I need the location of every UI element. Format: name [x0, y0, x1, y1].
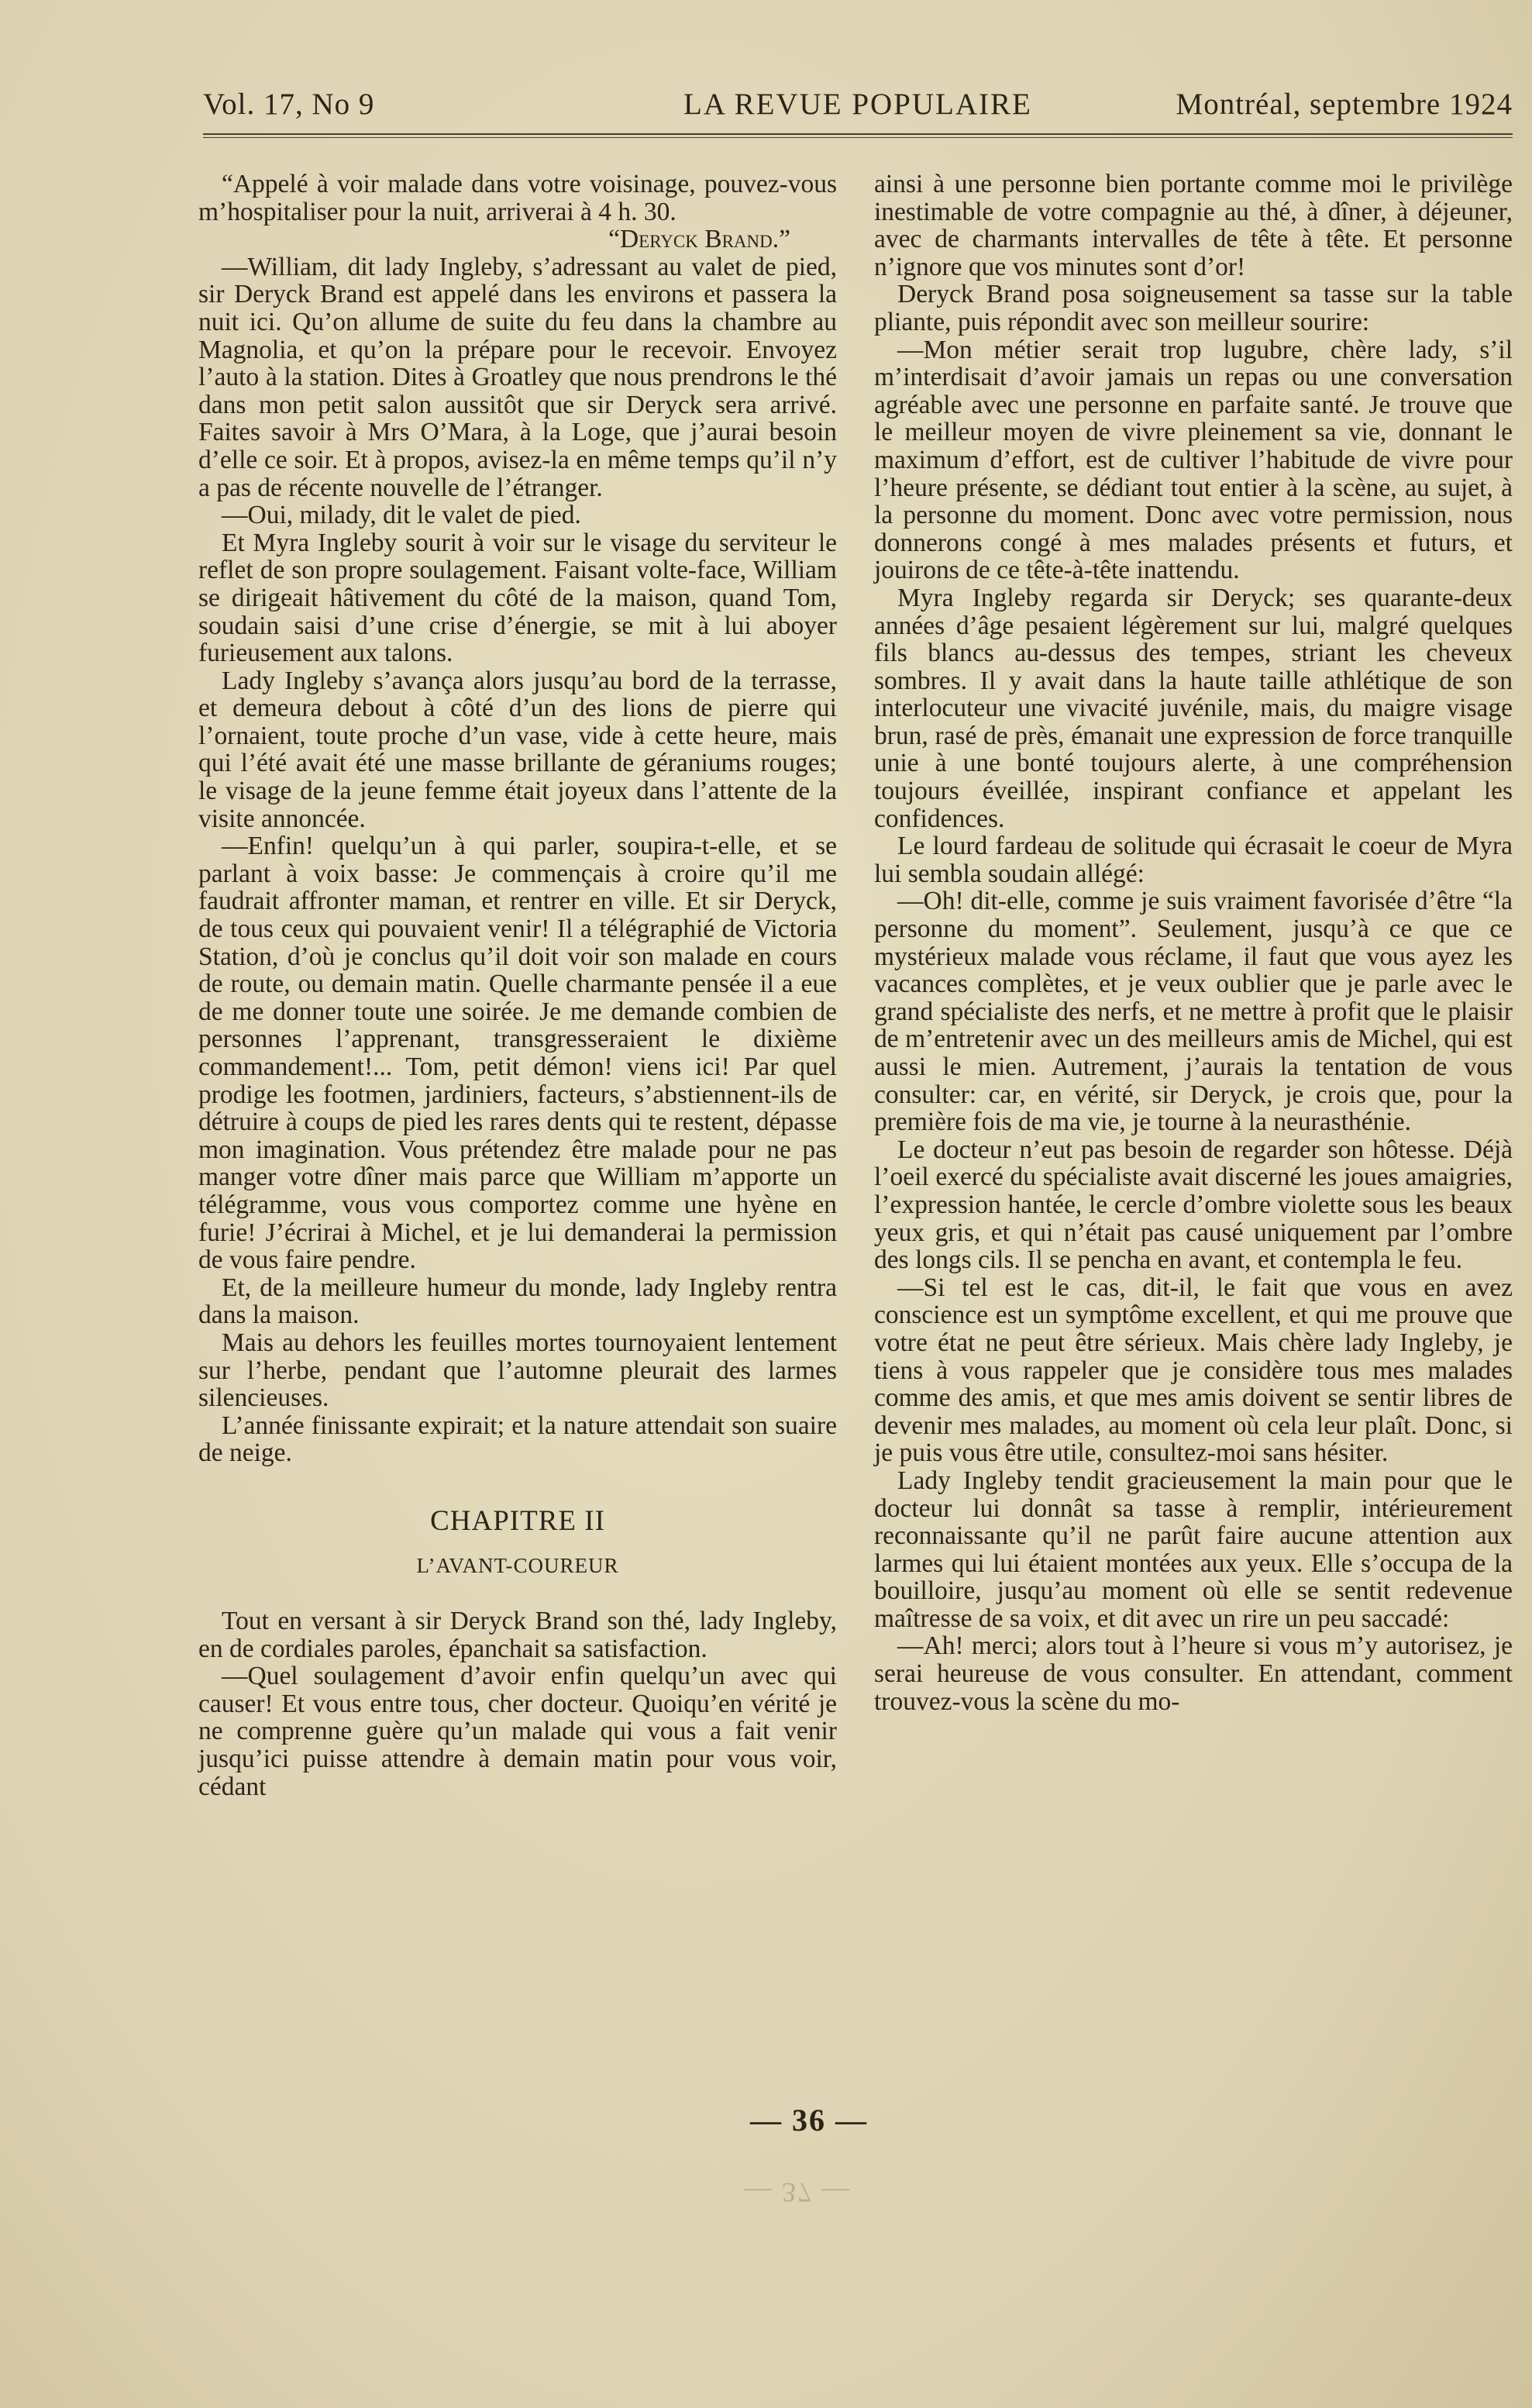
paragraph: Myra Ingleby regarda sir Deryck; ses quarante-deux années d’âge pesaient légèrement sur lui, malgré quelques fils blancs au-dessus des tempes, striant les cheveux sombres. Il y avait dans la haute taille athlétique de son interlocuteur une vivacité juvénile, mais, du maigre visage brun, rasé de près, émanait une expression de force tranquille unie à une bonté toujours alerte, à une compréhension toujours éveillée, inspirant confiance et appelant les confidences.: [874, 583, 1513, 833]
paragraph: —William, dit lady Ingleby, s’adressant au valet de pied, sir Deryck Brand est appelé dans les environs et passera la nuit ici. Qu’on allume de suite du feu dans la chambre au Magnolia, et qu’on la prépare pour le recevoir. Envoyez l’auto à la station. Dites à Groatley que nous prendrons le thé dans mon petit salon aussitôt que sir Deryck sera arrivé. Faites savoir à Mrs O’Mara, à la Loge, que j’aurai besoin d’elle ce soir. Et à propos, avisez-la en même temps qu’il n’y a pas de récente nouvelle de l’étranger.: [198, 252, 837, 502]
magazine-title: LA REVUE POPULAIRE: [683, 88, 1032, 121]
place-date: Montréal, septembre 1924: [1176, 88, 1513, 121]
paragraph: Le lourd fardeau de solitude qui écrasait le coeur de Myra lui sembla soudain allégé:: [874, 832, 1513, 888]
paragraph: —Oui, milady, dit le valet de pied.: [222, 501, 581, 530]
paragraph: —Si tel est le cas, dit-il, le fait que vous en avez conscience est un symptôme excellent, et qui me prouve que votre état ne peut être sérieux. Mais chère lady Ingleby, je tiens à vous rappeler que je considère tous mes malades comme des amis, et que mes amis doivent se sentir libres de devenir mes malades, au moment où cela leur plaît. Donc, si je puis vous être utile, consultez-moi sans hésiter.: [874, 1273, 1513, 1468]
left-column: [198, 171, 837, 1800]
paragraph: Tout en versant à sir Deryck Brand son thé, lady Ingleby, en de cordiales paroles, épanchait sa satisfaction.: [198, 1607, 837, 1663]
bleed-through-page-number: — 37 —: [744, 2177, 851, 2208]
paragraph: Lady Ingleby tendit gracieusement la main pour que le docteur lui donnât sa tasse à remplir, intérieurement reconnaissante qu’il ne parût faire aucune attention aux larmes qui lui étaient montées aux yeux. Elle s’occupa de la bouilloire, jusqu’au moment où elle se sentit redevenue maîtresse de sa voix, et dit avec un rire un peu saccadé:: [874, 1466, 1513, 1633]
paragraph: “Appelé à voir malade dans votre voisinage, pouvez-vous m’hospitaliser pour la nuit, arriverai à 4 h. 30.: [198, 170, 837, 226]
paragraph: ainsi à une personne bien portante comme moi le privilège inestimable de votre compagnie au thé, à dîner, à déjeuner, avec de charmants intervalles de tête à tête. Et personne n’ignore que vos minutes sont d’or!: [874, 170, 1513, 281]
paragraph: Deryck Brand posa soigneusement sa tasse sur la table pliante, puis répondit avec son meilleur sourire:: [874, 280, 1513, 336]
paragraph: —Enfin! quelqu’un à qui parler, soupira-t-elle, et se parlant à voix basse: Je commençais à croire qu’il me faudrait affronter maman, et rentrer en ville. Et sir Deryck, de tous ceux qui pouvaient venir! Il a télégraphié de Victoria Station, d’où je conclus qu’il doit voir son malade en cours de route, ou demain matin. Quelle charmante pensée il a eue de me donner toute une soirée. Je me demande combien de personnes l’apprenant, transgresseraient le dixième commandement!... Tom, petit démon! viens ici! Par quel prodige les footmen, jardiniers, facteurs, s’abstiennent-ils de détruire à coups de pied les rares dents qui te restent, dépasse mon imagination. Vous prétendez être malade pour ne pas manger votre dîner mais parce que William m’apporte un télégramme, vous vous comportez comme une hyène en furie! J’écrirai à Michel, et je lui demanderai la permission de vous faire pendre.: [198, 832, 837, 1275]
right-column: [874, 171, 1513, 1715]
paragraph: Le docteur n’eut pas besoin de regarder son hôtesse. Déjà l’oeil exercé du spécialiste avait discerné les joues amaigries, l’expression hantée, le cercle d’ombre violette sous les beaux yeux gris, et qui n’était pas causé uniquement par l’ombre des longs cils. Il se pencha en avant, et contempla le feu.: [874, 1135, 1513, 1275]
paragraph: —Oh! dit-elle, comme je suis vraiment favorisée d’être “la personne du moment”. Seulement, jusqu’à ce que ce mystérieux malade vous réclame, il faut que vous ayez les vacances complètes, et je veux oublier que je parle avec le grand spécialiste des nerfs, et ne mettre à profit que le plaisir de m’entretenir avec un des meilleurs amis de Michel, qui est aussi le mien. Autrement, j’aurais la tentation de vous consulter: car, en vérité, sir Deryck, je crois que, pour la première fois de ma vie, je tourne à la neurasthénie.: [874, 887, 1513, 1137]
telegram-signature: “Deryck Brand.”: [608, 225, 790, 254]
paragraph: —Quel soulagement d’avoir enfin quelqu’un avec qui causer! Et vous entre tous, cher docteur. Quoiqu’en vérité je ne comprenne guère qu’un malade qui vous a fait venir jusqu’ici puisse attendre à demain matin pour vous voir, cédant: [198, 1662, 837, 1801]
page-number: — 36 —: [750, 2103, 868, 2138]
paragraph: Et, de la meilleure humeur du monde, lady Ingleby rentra dans la maison.: [198, 1273, 837, 1330]
paragraph: Et Myra Ingleby sourit à voir sur le visage du serviteur le reflet de son propre soulagement. Faisant volte-face, William se dirigeait hâtivement du côté de la maison, quand Tom, soudain saisi d’une crise d’énergie, se mit à lui aboyer furieusement aux talons.: [198, 528, 837, 668]
paragraph: —Ah! merci; alors tout à l’heure si vous m’y autorisez, je serai heureuse de vous consulter. En attendant, comment trouvez-vous la scène du mo-: [874, 1631, 1513, 1716]
chapter-heading: CHAPITRE II: [430, 1504, 605, 1537]
paragraph: —Mon métier serait trop lugubre, chère lady, s’il m’interdisait d’avoir jamais un repas ou une conversation agréable avec une personne en parfaite santé. Je trouve que le meilleur moyen de vivre pleinement sa vie, donnant le maximum d’effort, est de cultiver l’habitude de vivre pour l’heure présente, se dédiant tout entier à la scène, au sujet, à la personne du moment. Donc avec votre permission, nous donnerons congé à mes malades présents et futurs, et jouirons de ce tête-à-tête inattendu.: [874, 335, 1513, 585]
paragraph: Mais au dehors les feuilles mortes tournoyaient lentement sur l’herbe, pendant que l’automne pleurait des larmes silencieuses.: [198, 1328, 837, 1413]
paragraph: L’année finissante expirait; et la nature attendait son suaire de neige.: [198, 1411, 837, 1468]
chapter-subtitle: L’AVANT-COUREUR: [416, 1553, 619, 1577]
header-rule: [203, 133, 1513, 138]
page-header: [203, 87, 1513, 133]
paragraph: Lady Ingleby s’avança alors jusqu’au bord de la terrasse, et demeura debout à côté d’un des lions de pierre qui l’ornaient, toute proche d’un vase, vide à cette heure, mais qui l’été avait été une masse brillante de géraniums rouges; le visage de la jeune femme était joyeux dans l’attente de la visite annoncée.: [198, 666, 837, 833]
volume-number: Vol. 17, No 9: [203, 88, 375, 121]
